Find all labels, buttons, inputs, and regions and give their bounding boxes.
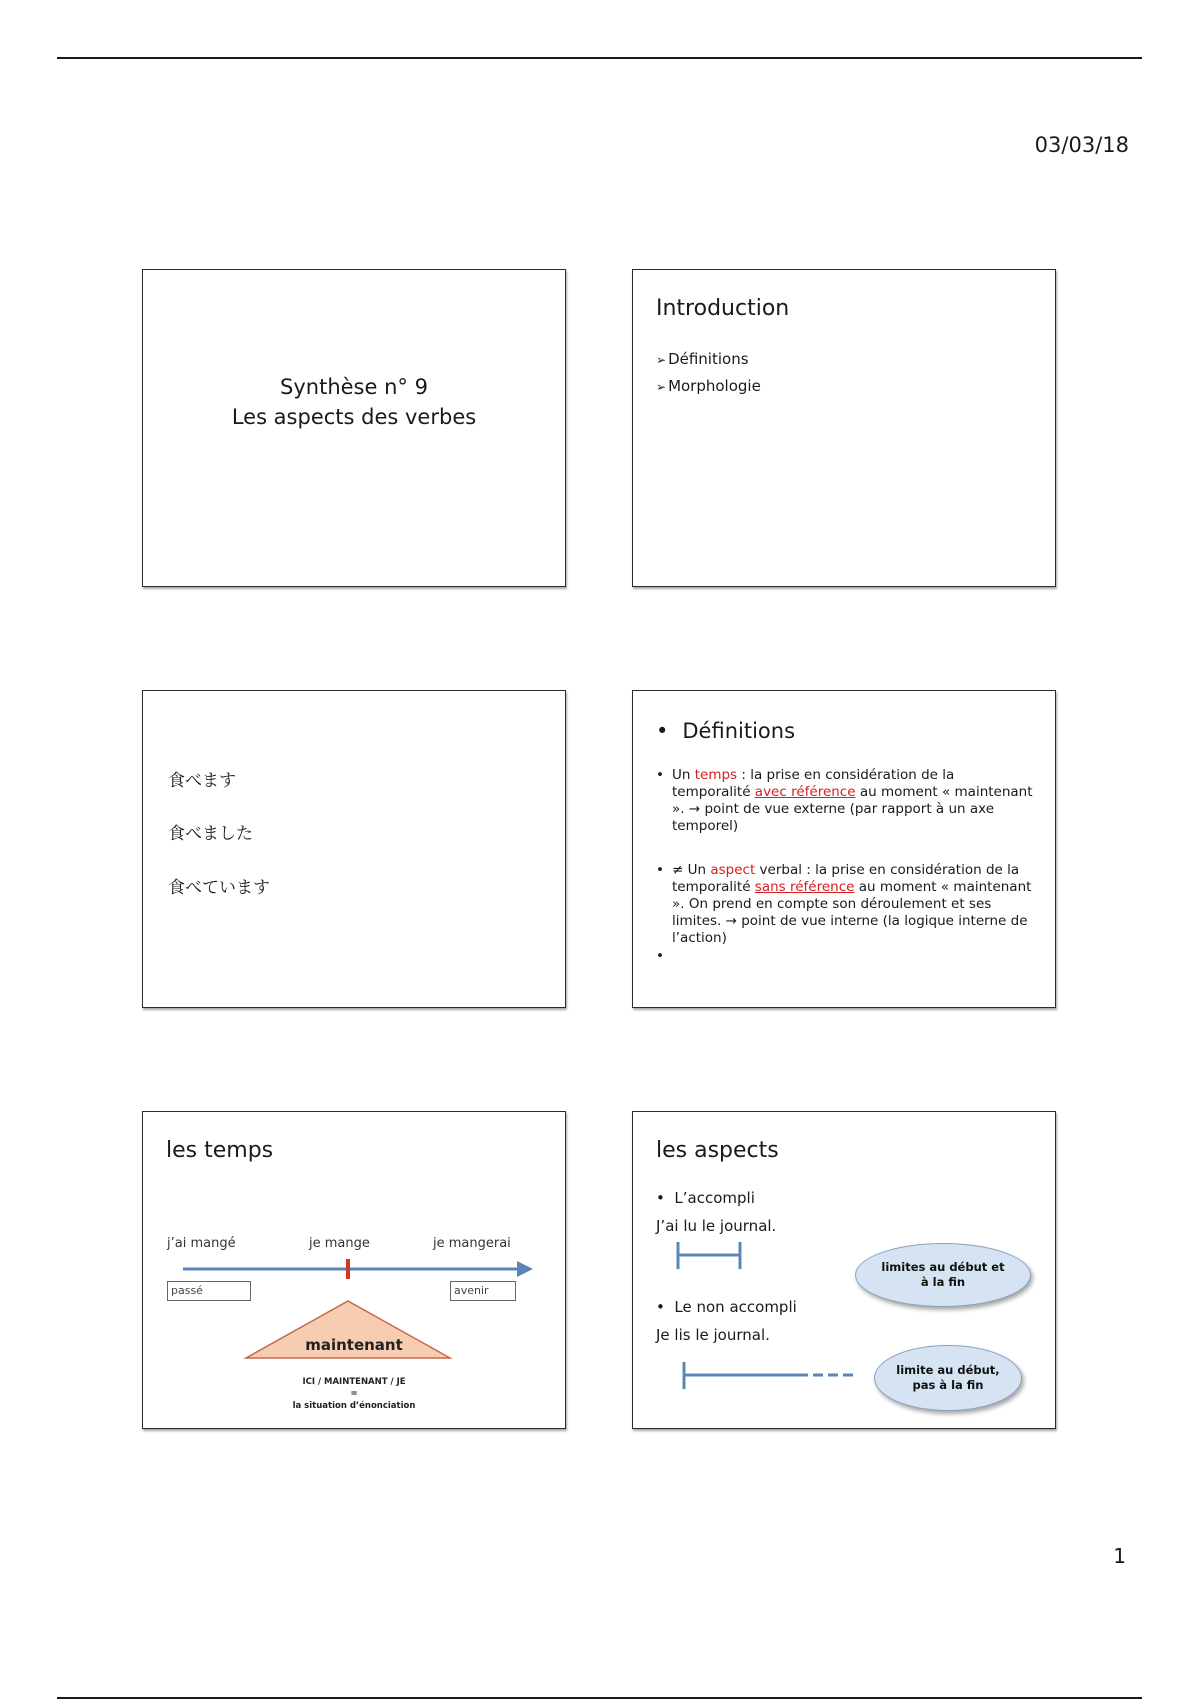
title-line-1: Synthèse n° 9 <box>280 375 428 399</box>
bullet-icon: • <box>656 1189 665 1207</box>
slide-japanese-examples <box>142 690 566 1008</box>
definition-aspect: • ≠ Un aspect verbal : la prise en considération de la temporalité sans référence au moment « maintenant ». On prend en compte son déroulement et ses limites. → point de vue interne (la logique interne de l’action) <box>656 862 1032 946</box>
example-accompli: J’ai lu le journal. <box>656 1217 777 1235</box>
slide-introduction <box>632 269 1056 587</box>
bullet-icon: • <box>656 719 669 743</box>
list-item: ➢ Morphologie <box>656 377 761 395</box>
slide-definitions <box>632 690 1056 1008</box>
bounded-interval <box>678 1242 740 1269</box>
bullet-icon: • <box>656 767 664 783</box>
jp-line-1: 食べます <box>168 771 236 791</box>
title-block <box>143 372 565 432</box>
slide-title-page <box>142 269 566 587</box>
jp-line-3: 食べています <box>168 878 270 898</box>
item-non-accompli: • Le non accompli <box>656 1298 797 1316</box>
item-accompli: • L’accompli <box>656 1189 755 1207</box>
bullet-icon: • <box>656 1298 665 1316</box>
arrow-bullet-icon: ➢ <box>656 380 667 394</box>
intro-list <box>656 346 761 400</box>
timeline-arrowhead <box>517 1261 533 1277</box>
caption-line-2: = <box>350 1389 358 1399</box>
bottom-rule <box>57 1697 1142 1699</box>
box-past: passé <box>167 1281 251 1301</box>
caption-line-1: ICI / MAINTENANT / JE <box>302 1377 406 1387</box>
slide-les-temps <box>142 1111 566 1429</box>
label-past: j’ai mangé <box>167 1236 236 1251</box>
slide-title: les aspects <box>656 1138 779 1163</box>
box-future: avenir <box>450 1281 516 1301</box>
slide-title: • Définitions <box>656 719 796 743</box>
top-rule <box>57 57 1142 59</box>
slide-title: les temps <box>166 1138 274 1163</box>
list-item: ➢ Définitions <box>656 350 749 368</box>
slide-title: Introduction <box>656 296 790 321</box>
bullet-icon: • <box>656 948 664 964</box>
bullet-icon: • <box>656 862 664 878</box>
print-date: 03/03/18 <box>1034 133 1129 157</box>
title-line-2: Les aspects des verbes <box>231 405 477 429</box>
arrow-bullet-icon: ➢ <box>656 353 667 367</box>
oval-bounded: limites au début et à la fin <box>855 1243 1031 1307</box>
page-number: 1 <box>1113 1544 1126 1568</box>
example-non-accompli: Je lis le journal. <box>656 1326 770 1344</box>
slide-les-aspects <box>632 1111 1056 1429</box>
oval-open: limite au début, pas à la fin <box>874 1345 1022 1411</box>
jp-line-2: 食べました <box>168 824 253 844</box>
definition-temps: • Un temps : la prise en considération de la temporalité avec référence au moment « maintenant ». → point de vue externe (par rapport à un axe temporel) <box>656 767 1033 834</box>
label-present: je mange <box>309 1236 370 1251</box>
triangle-label: maintenant <box>305 1336 403 1354</box>
caption-line-3: la situation d’énonciation <box>292 1401 416 1411</box>
open-interval <box>684 1362 855 1389</box>
label-future: je mangerai <box>433 1236 511 1251</box>
